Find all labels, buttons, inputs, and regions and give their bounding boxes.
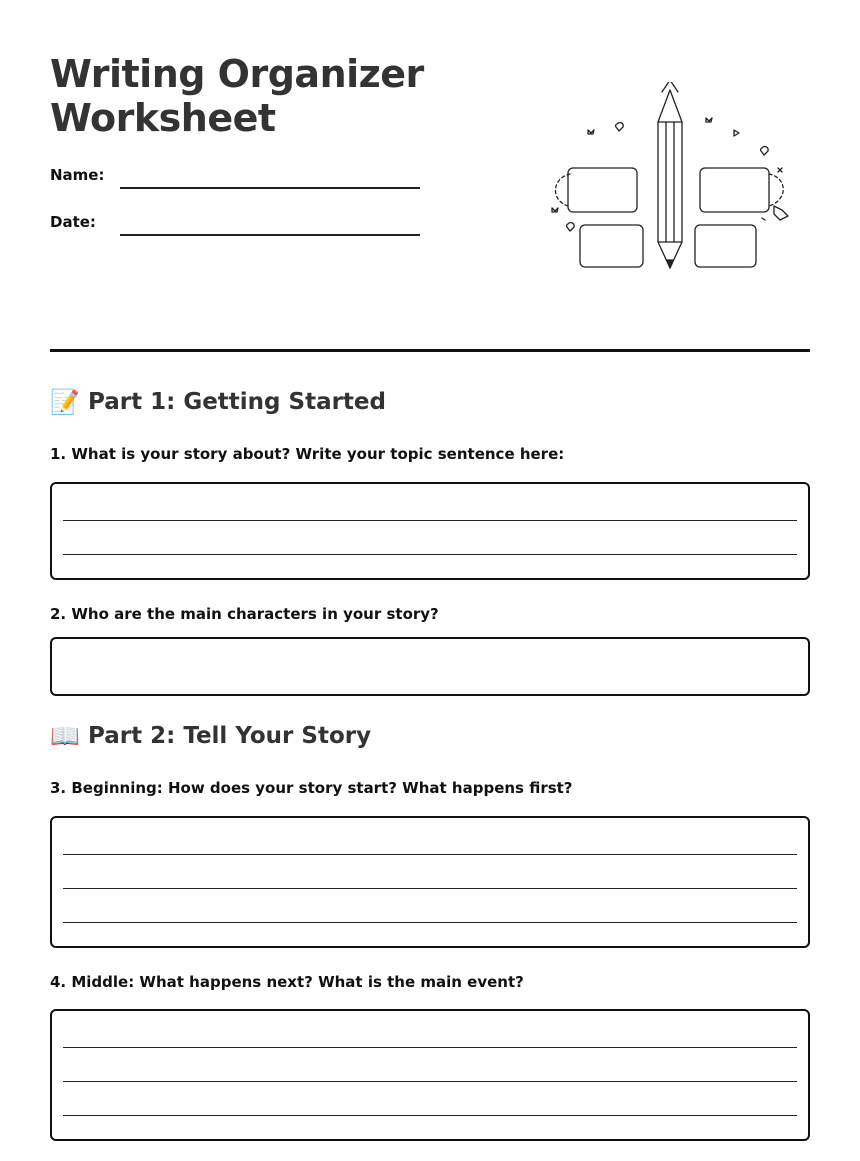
name-label: Name: [50,166,105,184]
open-book-icon: 📖 [50,722,80,750]
writing-line [63,1081,797,1082]
date-label: Date: [50,213,96,231]
writing-line [63,1047,797,1048]
writing-line [63,1115,797,1116]
writing-line [63,554,797,555]
writing-line [63,854,797,855]
worksheet-title [50,52,470,140]
date-line[interactable] [120,234,420,236]
title-line-1: Writing Organizer [50,52,424,96]
pencil-with-story-boxes-icon [540,82,800,278]
part-1-heading [50,388,386,416]
writing-line [63,520,797,521]
question-4: 4. Middle: What happens next? What is the main event? [50,973,524,991]
title-line-2: Worksheet [50,96,276,140]
part-2-heading [50,722,371,750]
question-2: 2. Who are the main characters in your story? [50,605,439,623]
memo-icon: 📝 [50,388,80,416]
question-1: 1. What is your story about? Write your topic sentence here: [50,445,565,463]
part-2-heading-text: Part 2: Tell Your Story [88,723,372,749]
answer-box-2[interactable] [50,637,810,696]
writing-line [63,888,797,889]
answer-box-1[interactable] [50,482,810,580]
question-3: 3. Beginning: How does your story start? What happens first? [50,779,573,797]
name-line[interactable] [120,187,420,189]
part-1-heading-text: Part 1: Getting Started [88,389,386,415]
writing-line [63,922,797,923]
header-divider [50,349,810,352]
answer-box-4[interactable] [50,1009,810,1141]
answer-box-3[interactable] [50,816,810,948]
